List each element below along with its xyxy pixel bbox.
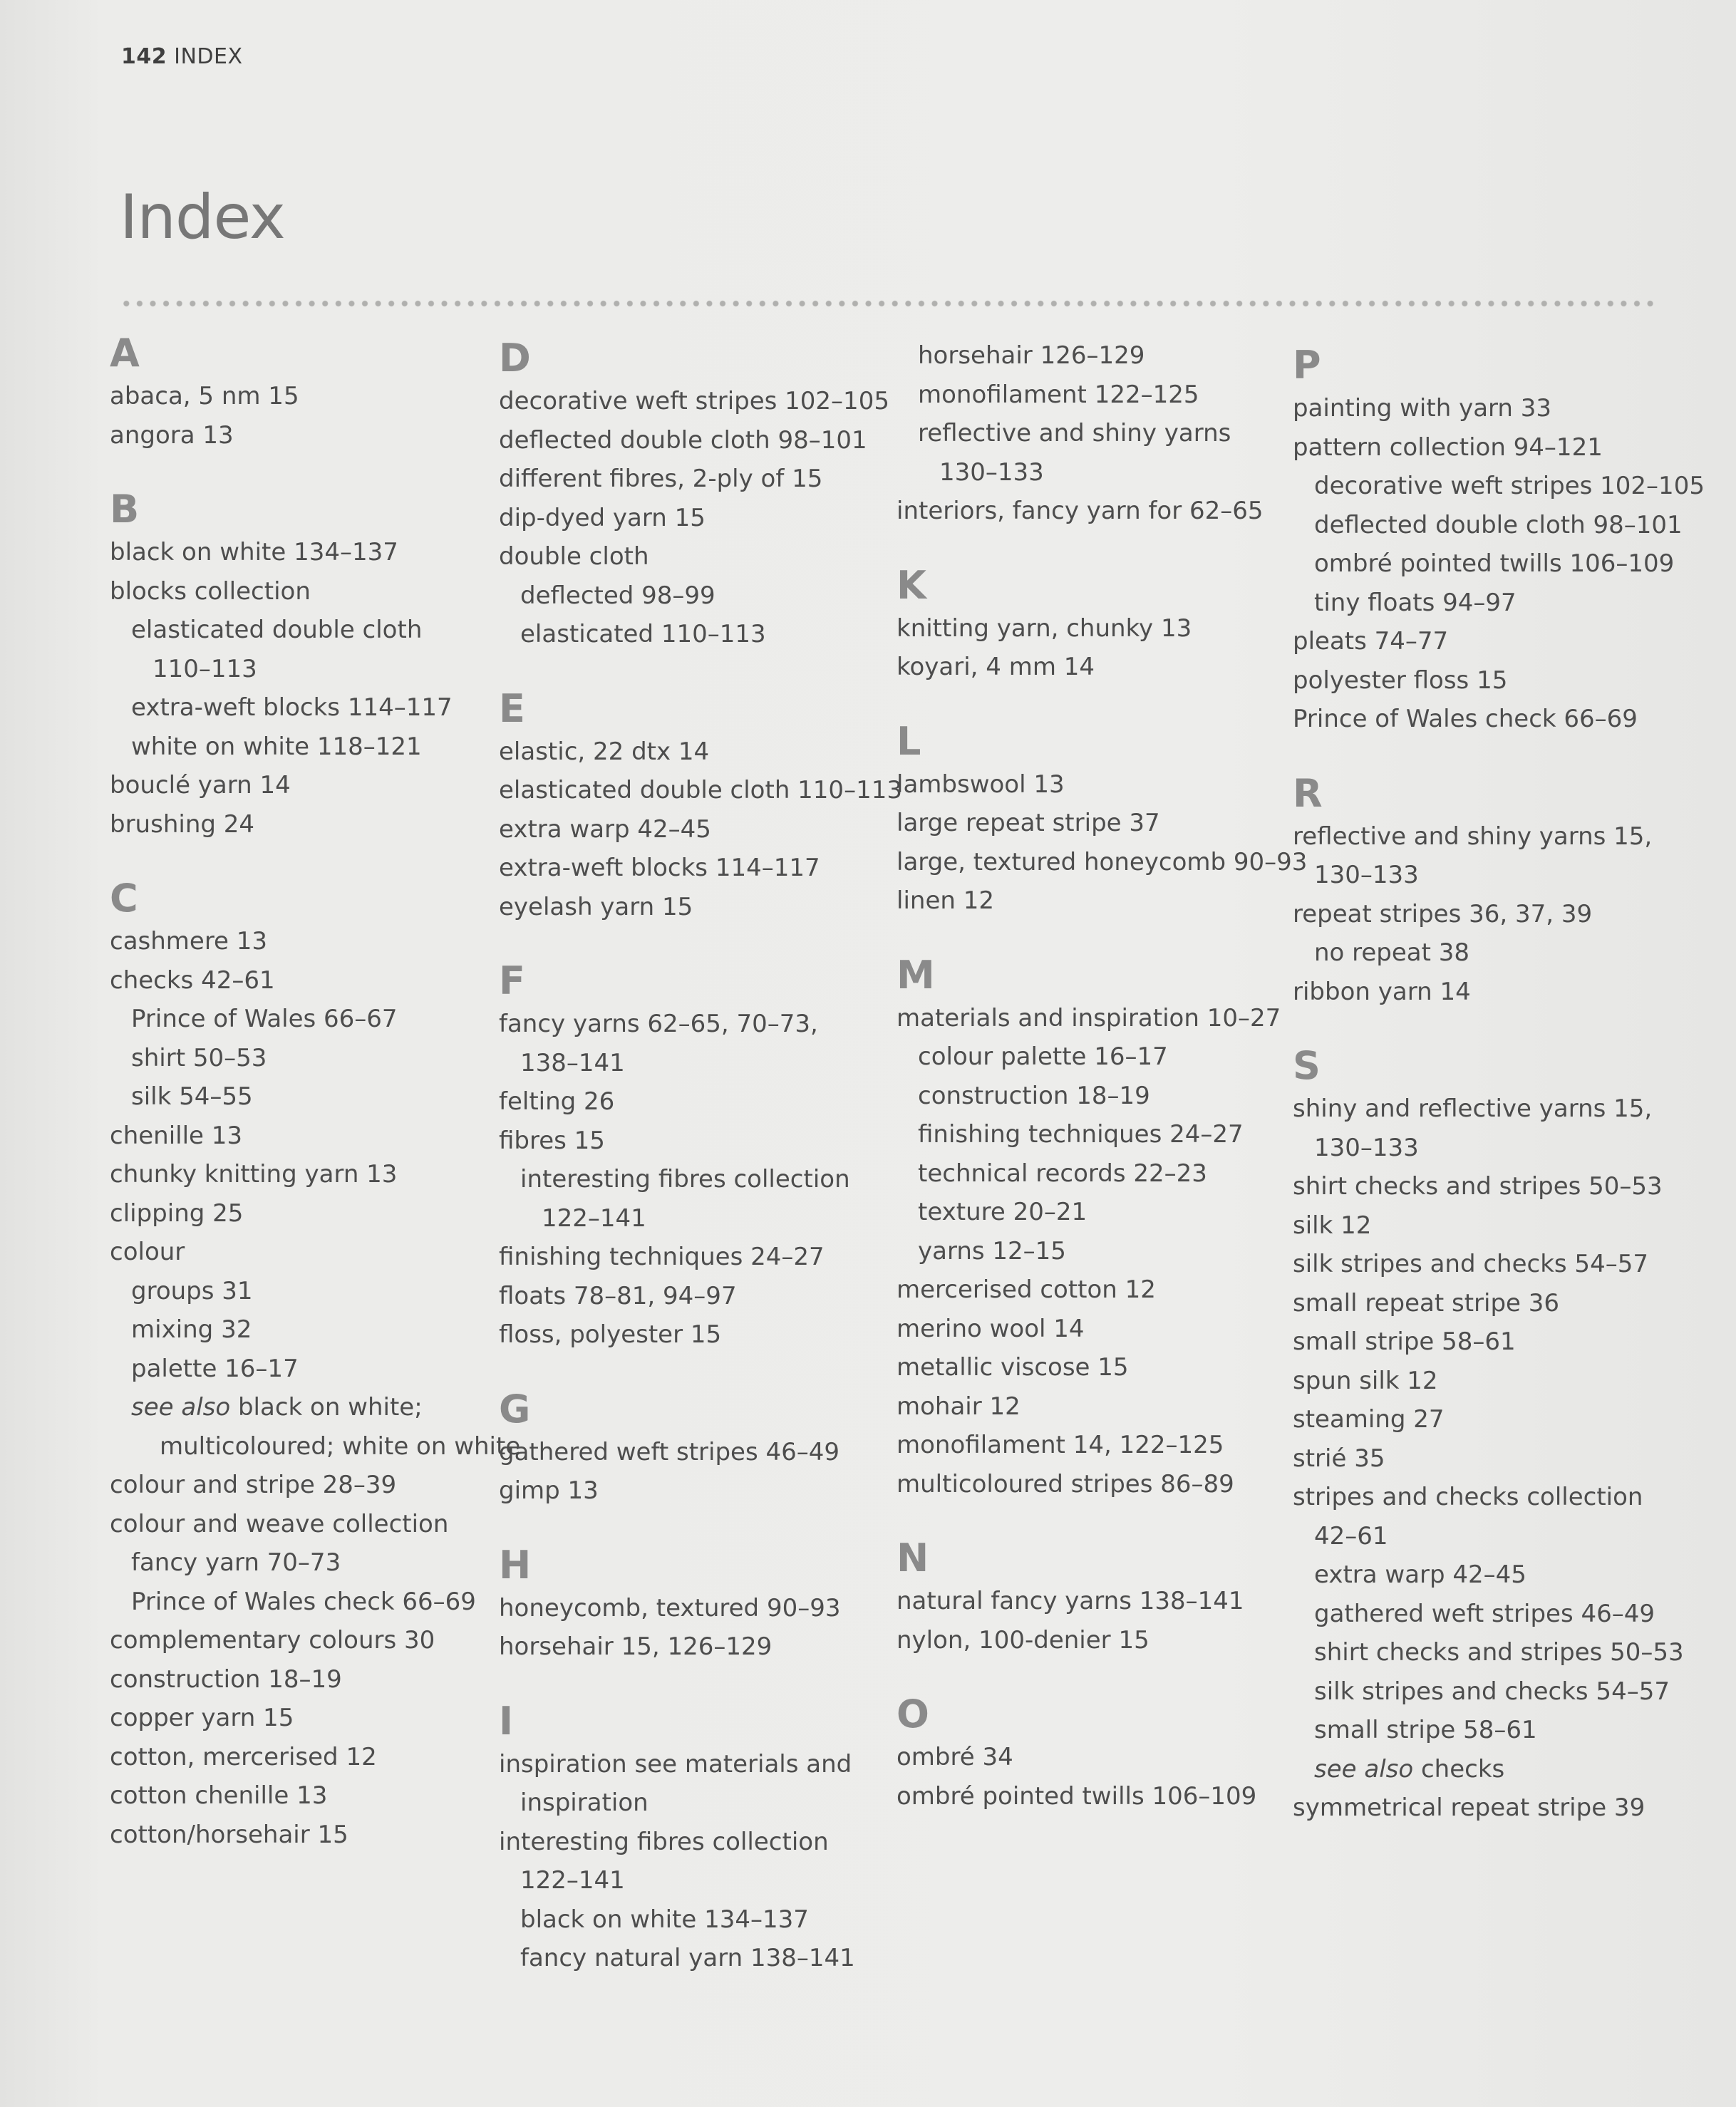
index-subentry: no repeat 38	[1314, 938, 1470, 967]
index-subentry: extra-weft blocks 114–117	[131, 693, 453, 722]
index-entry: linen 12	[897, 886, 994, 915]
index-entry: floss, polyester 15	[499, 1320, 722, 1349]
index-entry: decorative weft stripes 102–105	[499, 387, 889, 415]
index-entry: complementary colours 30	[110, 1626, 435, 1655]
index-entry: colour and weave collection	[110, 1509, 449, 1538]
page-title: Index	[120, 182, 285, 253]
index-subentry: shirt 50–53	[131, 1043, 267, 1072]
index-entry: shiny and reflective yarns 15,	[1293, 1094, 1653, 1123]
index-entry: metallic viscose 15	[897, 1353, 1129, 1382]
index-subentry: Prince of Wales check 66–69	[131, 1587, 476, 1616]
index-entry: silk stripes and checks 54–57	[1293, 1250, 1648, 1278]
index-subentry: multicoloured; white on white	[160, 1432, 521, 1461]
index-subentry: elasticated double cloth	[131, 616, 423, 644]
index-subentry: see also black on white;	[131, 1393, 423, 1422]
section-letter-a: A	[110, 331, 140, 376]
index-entry: construction 18–19	[110, 1665, 342, 1694]
index-subentry: horsehair 126–129	[918, 341, 1145, 370]
index-entry: felting 26	[499, 1087, 615, 1116]
index-entry: Prince of Wales check 66–69	[1293, 705, 1638, 733]
index-entry: angora 13	[110, 420, 234, 450]
section-letter-n: N	[897, 1536, 929, 1580]
index-subentry: extra warp 42–45	[1314, 1560, 1526, 1589]
index-subentry: silk stripes and checks 54–57	[1314, 1677, 1670, 1706]
index-entry: extra warp 42–45	[499, 814, 711, 844]
section-letter-g: G	[499, 1386, 531, 1432]
index-entry: strié 35	[1293, 1444, 1385, 1473]
section-letter-h: H	[499, 1542, 532, 1588]
index-subentry: black on white 134–137	[520, 1905, 809, 1934]
index-entry: merino wool 14	[897, 1314, 1085, 1343]
index-subentry: white on white 118–121	[131, 732, 422, 761]
index-subentry: silk 54–55	[131, 1082, 253, 1111]
section-letter-r: R	[1293, 770, 1323, 816]
index-entry: polyester floss 15	[1293, 666, 1508, 695]
index-entry: eyelash yarn 15	[499, 892, 693, 921]
index-entry: cotton, mercerised 12	[110, 1742, 377, 1771]
index-entry: brushing 24	[110, 809, 255, 839]
index-entry: reflective and shiny yarns 15,	[1293, 822, 1653, 851]
index-subentry: 42–61	[1314, 1521, 1388, 1551]
section-letter-p: P	[1293, 343, 1321, 388]
index-subentry: mixing 32	[131, 1315, 252, 1344]
index-subentry: Prince of Wales 66–67	[131, 1005, 398, 1033]
index-subentry: inspiration	[520, 1788, 649, 1817]
index-entry: spun silk 12	[1293, 1366, 1438, 1395]
index-entry: honeycomb, textured 90–93	[499, 1593, 841, 1622]
index-entry: silk 12	[1293, 1211, 1372, 1240]
index-entry: nylon, 100-denier 15	[897, 1625, 1149, 1655]
index-subentry: 122–141	[520, 1866, 625, 1895]
index-entry: monofilament 14, 122–125	[897, 1431, 1224, 1459]
index-subentry: 130–133	[1314, 1133, 1419, 1162]
index-subentry: see also checks	[1314, 1754, 1505, 1784]
index-entry: koyari, 4 mm 14	[897, 653, 1095, 681]
index-entry: interesting fibres collection	[499, 1827, 829, 1856]
index-entry: extra-weft blocks 114–117	[499, 854, 820, 882]
index-subentry: decorative weft stripes 102–105	[1314, 472, 1705, 500]
index-entry: small repeat stripe 36	[1293, 1288, 1560, 1317]
index-entry: chenille 13	[110, 1121, 243, 1150]
index-entry: colour and stripe 28–39	[110, 1471, 397, 1499]
index-entry: steaming 27	[1293, 1405, 1445, 1434]
index-subentry: groups 31	[131, 1276, 253, 1305]
section-letter-f: F	[499, 958, 525, 1003]
section-letter-l: L	[897, 718, 921, 764]
dotted-divider	[120, 298, 1659, 309]
index-entry: symmetrical repeat stripe 39	[1293, 1793, 1645, 1822]
index-entry: mohair 12	[897, 1392, 1021, 1421]
index-subentry: shirt checks and stripes 50–53	[1314, 1638, 1684, 1667]
index-entry: clipping 25	[110, 1199, 244, 1228]
index-column-4	[1293, 342, 1705, 1828]
index-subentry: construction 18–19	[918, 1081, 1150, 1110]
index-subentry: small stripe 58–61	[1314, 1716, 1537, 1744]
index-entry: pattern collection 94–121	[1293, 433, 1603, 462]
index-subentry: gathered weft stripes 46–49	[1314, 1599, 1655, 1628]
section-letter-m: M	[897, 952, 935, 998]
section-letter-b: B	[110, 487, 140, 532]
index-entry: ombré 34	[897, 1743, 1013, 1771]
section-letter-i: I	[499, 1698, 514, 1744]
index-entry: knitting yarn, chunky 13	[897, 614, 1192, 643]
index-column-3	[897, 336, 1308, 1816]
section-name: INDEX	[174, 44, 243, 69]
index-entry: fibres 15	[499, 1126, 605, 1155]
index-entry: multicoloured stripes 86–89	[897, 1469, 1234, 1498]
index-subentry: technical records 22–23	[918, 1159, 1207, 1188]
index-subentry: 130–133	[1314, 861, 1419, 889]
index-entry: elastic, 22 dtx 14	[499, 737, 710, 766]
index-entry: bouclé yarn 14	[110, 771, 291, 799]
index-subentry: 122–141	[542, 1203, 646, 1233]
index-entry: gimp 13	[499, 1476, 599, 1505]
index-entry: natural fancy yarns 138–141	[897, 1587, 1244, 1615]
index-subentry: deflected double cloth 98–101	[1314, 510, 1683, 539]
index-entry: ribbon yarn 14	[1293, 977, 1471, 1006]
index-column-2	[499, 335, 902, 1978]
index-entry: different fibres, 2-ply of 15	[499, 465, 823, 493]
index-subentry: texture 20–21	[918, 1198, 1087, 1226]
index-entry: large, textured honeycomb 90–93	[897, 847, 1308, 876]
page-number: 142	[121, 44, 167, 69]
index-entry: colour	[110, 1238, 185, 1266]
index-subentry: finishing techniques 24–27	[918, 1120, 1244, 1149]
index-subentry: deflected 98–99	[520, 581, 715, 610]
index-entry: cashmere 13	[110, 927, 268, 956]
index-entry: black on white 134–137	[110, 538, 398, 566]
index-entry: blocks collection	[110, 576, 311, 606]
index-entry: finishing techniques 24–27	[499, 1243, 825, 1271]
index-entry: fancy yarns 62–65, 70–73,	[499, 1010, 818, 1038]
index-entry: lambswool 13	[897, 770, 1065, 799]
section-letter-s: S	[1293, 1043, 1321, 1088]
index-subentry: palette 16–17	[131, 1354, 299, 1383]
index-entry: dip-dyed yarn 15	[499, 503, 706, 532]
index-entry: stripes and checks collection	[1293, 1483, 1643, 1511]
index-entry: small stripe 58–61	[1293, 1327, 1516, 1356]
index-entry: cotton/horsehair 15	[110, 1820, 348, 1849]
index-entry: floats 78–81, 94–97	[499, 1281, 737, 1310]
index-entry: mercerised cotton 12	[897, 1275, 1156, 1304]
index-subentry: elasticated 110–113	[520, 620, 766, 648]
index-subentry: ombré pointed twills 106–109	[1314, 549, 1675, 578]
index-entry: abaca, 5 nm 15	[110, 382, 299, 410]
index-subentry: yarns 12–15	[918, 1236, 1066, 1265]
index-entry: materials and inspiration 10–27	[897, 1003, 1281, 1032]
index-entry: inspiration see materials and	[499, 1749, 852, 1779]
index-entry: gathered weft stripes 46–49	[499, 1437, 840, 1466]
index-entry: cotton chenille 13	[110, 1781, 328, 1810]
index-subentry: fancy yarn 70–73	[131, 1548, 341, 1577]
index-entry: ombré pointed twills 106–109	[897, 1781, 1257, 1811]
index-subentry: reflective and shiny yarns	[918, 419, 1231, 447]
running-head	[121, 44, 243, 69]
index-entry: deflected double cloth 98–101	[499, 425, 867, 455]
index-entry: large repeat stripe 37	[897, 809, 1160, 837]
index-entry: interiors, fancy yarn for 62–65	[897, 497, 1264, 525]
index-subentry: fancy natural yarn 138–141	[520, 1944, 855, 1972]
index-subentry: monofilament 122–125	[918, 380, 1199, 409]
index-subentry: 130–133	[939, 457, 1044, 487]
index-entry: elasticated double cloth 110–113	[499, 776, 902, 804]
index-subentry: interesting fibres collection	[520, 1165, 850, 1194]
section-letter-e: E	[499, 685, 525, 731]
section-letter-d: D	[499, 336, 531, 380]
index-entry: double cloth	[499, 542, 649, 571]
index-subentry: colour palette 16–17	[918, 1042, 1168, 1071]
index-entry: pleats 74–77	[1293, 627, 1449, 656]
index-entry: shirt checks and stripes 50–53	[1293, 1172, 1663, 1201]
index-entry: chunky knitting yarn 13	[110, 1160, 398, 1189]
index-entry: checks 42–61	[110, 966, 275, 995]
index-subentry: 138–141	[520, 1048, 625, 1077]
section-letter-c: C	[110, 876, 138, 921]
index-subentry: tiny floats 94–97	[1314, 588, 1517, 617]
index-entry: painting with yarn 33	[1293, 394, 1552, 423]
index-entry: copper yarn 15	[110, 1704, 294, 1732]
section-letter-k: K	[897, 562, 926, 608]
index-subentry: 110–113	[153, 654, 257, 683]
index-entry: horsehair 15, 126–129	[499, 1632, 773, 1661]
section-letter-o: O	[897, 1692, 929, 1736]
index-entry: repeat stripes 36, 37, 39	[1293, 899, 1593, 928]
index-column-1	[110, 330, 521, 1854]
